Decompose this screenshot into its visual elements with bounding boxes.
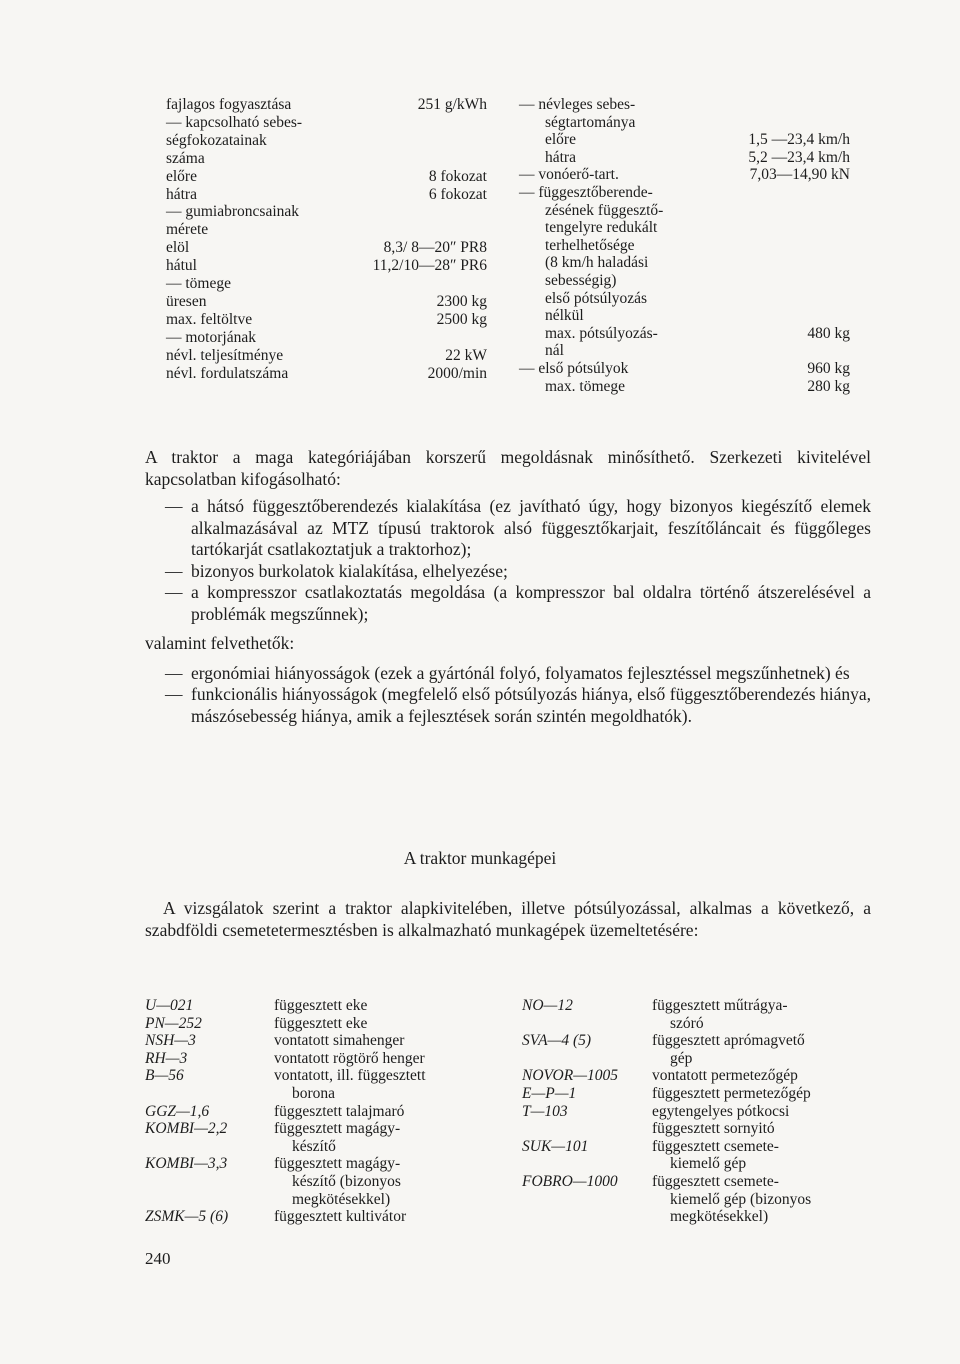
implement-code: RH—3 [145,1049,188,1067]
spec-label: ségfokozatainak [166,131,267,149]
implement-description: függesztett csemete- [652,1173,779,1190]
spec-label: — kapcsolható sebes- [166,113,303,131]
implement-code: KOMBI—2,2 [145,1120,228,1138]
spec-label: max. tömege [545,377,626,395]
implement-description: szóró [670,1014,704,1032]
spec-value: 480 kg [807,324,850,342]
implement-description: függesztett sornyitó [652,1120,775,1138]
implement-code: SVA—4 (5) [522,1032,592,1050]
intro-paragraph: A traktor a maga kategóriájában korszerű megoldásnak minősíthető. Szerkezeti kivitelével kapcsolatban kifogásolható: [145,447,871,489]
spec-value: 6 fokozat [428,185,487,203]
spec-value: 1,5 —23,4 km/h [748,131,850,149]
spec-value: 251 g/kWh [417,96,487,113]
implement-description: borona [292,1085,336,1102]
spec-value: 2300 kg [436,292,487,310]
implement-code: GGZ—1,6 [145,1102,210,1120]
implement-description: függesztett csemete- [652,1137,779,1155]
spec-value: 8 fokozat [428,167,487,185]
spec-label: névl. fordulatszáma [166,364,289,382]
objection-item: — a hátsó függesztőberendezés kialakítása (ez javítható úgy, hogy bizonyos kiegészítő elemek alkalmazásával az MTZ típusú traktorok alsó függesztőkarjait, feszítőláncait és függőleges tartókarját csatlakoztatjuk a traktorhoz); [165,496,871,559]
implement-code: FOBRO—1000 [522,1173,618,1190]
body-text [145,447,871,727]
spec-value: 22 kW [445,346,487,364]
spec-label: hátra [545,148,576,166]
implement-description: függesztett eke [274,997,368,1014]
spec-value: 8,3/ 8—20″ PR8 [383,239,487,257]
spec-label: — névleges sebes- [519,96,636,113]
also-item: — funkcionális hiányosságok (megfelelő első pótsúlyozás hiánya, első függesztőberendezés hiánya, mászósebesség hiánya, amik a fejlesztések során szintén megoldhatók). [165,684,871,726]
implement-code: T—103 [522,1102,568,1120]
implement-description: vontatott simahenger [274,1032,405,1050]
implement-code: SUK—101 [522,1137,589,1155]
spec-label: — függesztőberende- [519,184,653,201]
implement-description: függesztett eke [274,1014,368,1032]
implement-code: KOMBI—3,3 [145,1155,228,1173]
spec-value: 2000/min [427,364,487,382]
implement-code: NSH—3 [145,1032,196,1050]
implement-description: függesztett permetezőgép [652,1085,811,1102]
spec-value: 960 kg [807,360,850,377]
spec-label: sebességig) [545,272,617,289]
implement-code: NO—12 [522,997,573,1014]
spec-label: hátra [166,185,197,203]
spec-label: elöl [166,239,190,257]
spec-value: 2500 kg [436,310,487,328]
spec-label: — első pótsúlyok [519,360,629,377]
spec-label: tengelyre redukált [545,219,658,237]
implement-description: vontatott permetezőgép [652,1067,798,1085]
objection-item: — bizonyos burkolatok kialakítása, elhelyezése; [165,560,508,581]
spec-label: hátul [166,257,197,275]
implement-description: függesztett magágy- [274,1120,401,1138]
implement-description: gép [670,1049,693,1067]
implement-description: függesztett műtrágya- [652,997,788,1014]
spec-label: (8 km/h haladási [545,254,649,272]
spec-label: — motorjának [166,328,256,346]
implement-code: ZSMK—5 (6) [145,1208,229,1226]
spec-value: 11,2/10—28″ PR6 [372,257,487,275]
implement-description: függesztett talajmaró [274,1102,405,1120]
implement-description: vontatott rögtörő henger [274,1049,425,1067]
spec-label: első pótsúlyozás [545,289,648,307]
implement-description: készítő (bizonyos [292,1173,401,1190]
spec-label: max. feltöltve [166,310,253,328]
implement-code: E—P—1 [522,1085,577,1102]
spec-label: előre [545,131,576,149]
spec-label: ségtartománya [545,113,636,131]
implement-description: megkötésekkel) [292,1190,391,1208]
implement-description: kiemelő gép [670,1155,747,1173]
spec-label: terhelhetősége [545,236,635,254]
implement-code: NOVOR—1005 [522,1067,618,1085]
also-intro: valamint felvethetők: [145,633,295,653]
section-title: A traktor munkagépei [403,848,557,868]
implement-code: U—021 [145,997,194,1014]
spec-label: mérete [166,221,209,239]
spec-label: max. pótsúlyozás- [545,324,658,342]
spec-label: zésének függesztő- [545,201,664,219]
implement-code: B—56 [145,1067,184,1085]
spec-value: 7,03—14,90 kN [749,166,850,184]
implement-description: függesztett magágy- [274,1155,401,1173]
page-number: 240 [145,1249,171,1268]
spec-label: — vonóerő-tart. [519,166,619,184]
spec-label: — gumiabroncsainak [166,203,300,221]
implement-description: készítő [292,1137,336,1155]
implement-description: egytengelyes pótkocsi [652,1102,790,1120]
implement-description: függesztett aprómagvető [652,1032,805,1050]
spec-label: előre [166,167,197,185]
spec-value: 5,2 —23,4 km/h [748,148,850,166]
spec-label: — tömege [166,275,231,292]
spec-label: üresen [166,292,207,310]
implement-description: megkötésekkel) [670,1208,769,1226]
spec-label: száma [166,149,205,167]
spec-label: névl. teljesítménye [166,346,284,364]
spec-label: nélkül [545,307,584,325]
spec-value: 280 kg [807,377,850,395]
spec-label: nál [545,342,564,360]
section-paragraph: A vizsgálatok szerint a traktor alapkivitelében, illetve pótsúlyozással, alkalmas a következő, a szabdföldi csemetetermesztésben is alkalmazható munkagépek üzemeltetésére: [145,898,871,940]
also-item: — ergonómiai hiányosságok (ezek a gyártónál folyó, folyamatos fejlesztéssel megszűnhetnek) és [165,662,850,683]
implement-description: kiemelő gép (bizonyos [670,1190,812,1208]
implement-description: vontatott, ill. függesztett [274,1067,426,1085]
spec-label: fajlagos fogyasztása [166,96,292,113]
implement-description: függesztett kultivátor [274,1208,407,1226]
objection-item: — a kompresszor csatlakoztatás megoldása (a kompresszor bal oldalra történő átszerelésével a problémák megszűnnek); [165,582,871,624]
implement-code: PN—252 [145,1014,202,1032]
